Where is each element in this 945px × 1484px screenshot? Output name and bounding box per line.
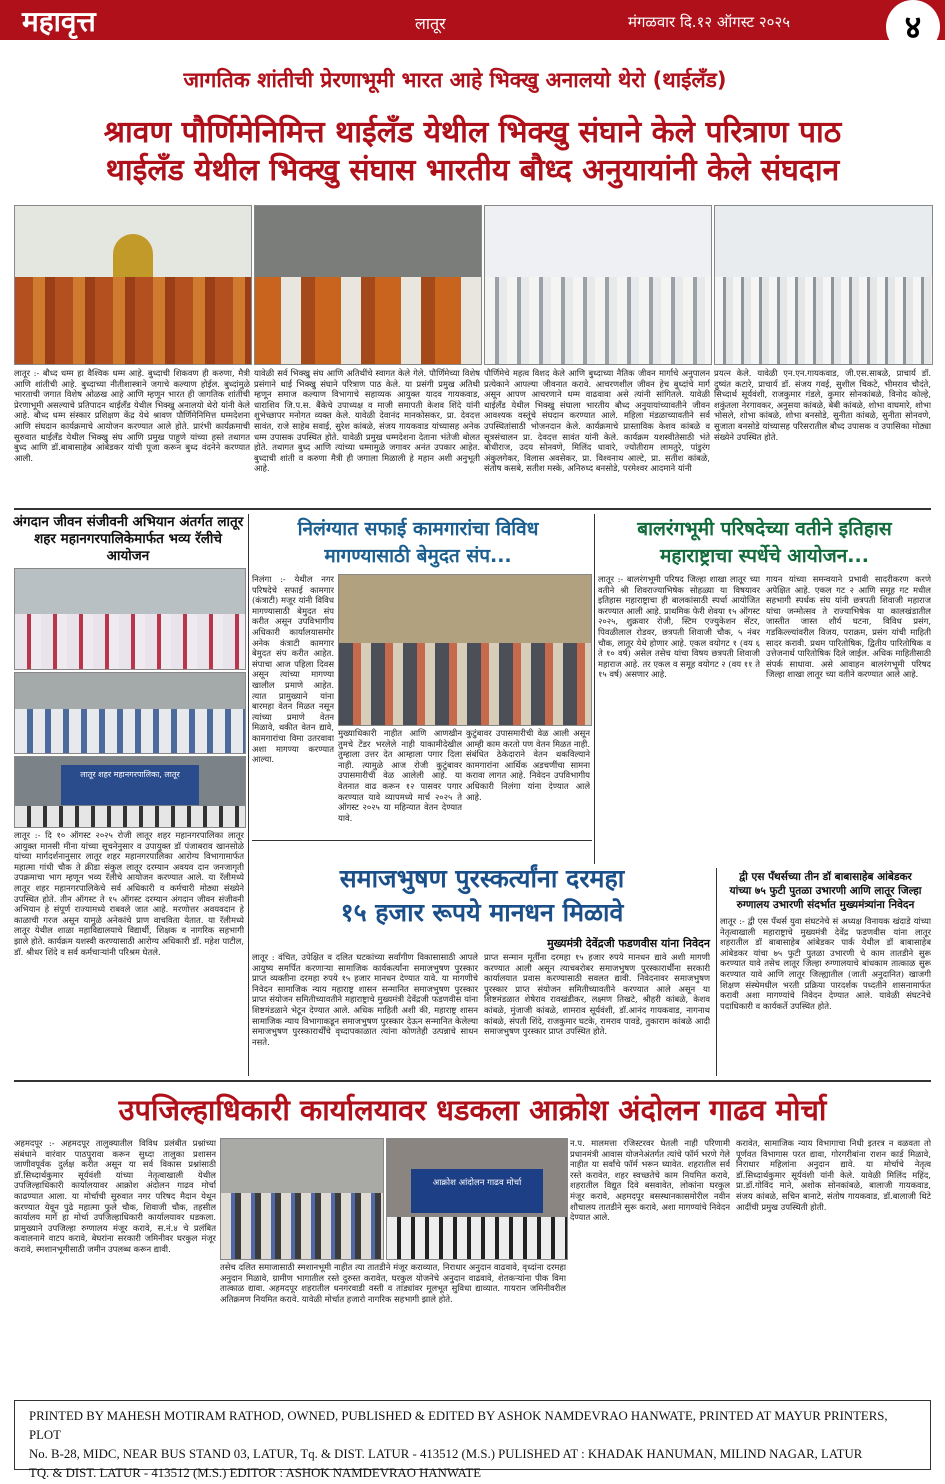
ambedkar-headline-1: द्वी एस पँथर्सच्या तीन डॉ बाबासाहेब आंबेडकर <box>739 871 912 883</box>
samajbhushan-headline-2: १५ हजार रूपये मानधन मिळावे <box>340 898 624 927</box>
edition-date: मंगळवार दि.१२ ऑगस्ट २०२५ <box>628 13 791 31</box>
section-divider <box>252 840 592 841</box>
imprint-line-1: PRINTED BY MAHESH MOTIRAM RATHOD, OWNED, PUBLISHED & EDITED BY ASHOK NAMDEVRAO HANWATE, PRINTED AT MAYUR PRINTERS, PLOT <box>29 1409 888 1442</box>
angdan-body: लातूर :- दि १० ऑगस्ट २०२५ रोजी लातूर शहर महानगरपालिका लातूर आयुक्त मानसी मीना यांच्या सूचनेनुसार व उपायुक्त डॉ पंजाबराव खानसोळे यांच्या मार्गदर्शनानुसार लातूर शहर महानगरपालिका आरोग्य विभागामार्फत महात्मा गांधी चौक ते क्रीडा संकुल लातूर दरम्यान अवयव दान जनजागृती उपक्रमाचा भाग म्हणून भव्य रॅलीचे आयोजन करण्यात आले. या रॅलीमध्ये लातूर शहर महानगरपालिकेचे सर्व अधिकारी व कर्मचारी मोठ्या संख्येने उपस्थित होते. तीन ऑगस्ट ते १५ ऑगस्ट दरम्यान अंगदान जीवन संजीवनी अभियान हे संपूर्ण राज्यामध्ये राबवले जात आहे. मरणोत्तर अवयवदान हे काळाची गरज असून यामुळे अनेकांचे प्राण वाचविता येतात. या रॅलीमध्ये लातूर येथील शाळा महाविद्यालयाचे विद्यार्थी, शिक्षक व नागरिक सहभागी झाले होते. कार्यक्रम यशस्वी करण्यासाठी आरोग्य अधिकारी डॉ. महेश पाटील, डॉ. श्रीधर शिंदे व सर्व कर्मचाऱ्यांनी परिश्रम घेतले. <box>14 830 244 957</box>
morcha-body-col-3: न.प. मालमत्ता रजिस्टरवर घेतली नाही परिणामी प्रधानमंत्री आवास योजनेअंतर्गत त्यांचे फॉर्म भरणे गेले नाहीत या सर्वांचे फॉर्म भरून घ्यावेत. शहरातील सर्व रस्ते करावेत, शहर स्वच्छतेचे काम नियमित करावे, शहरातील विद्युत दिवे बसवावेत, लोकांना घरकुल मंजूर करावे, अहमदपूर बसस्थानकासमोरील नवीन शौचालय तातडीने सुरू करावे, अशा मागण्यांचे निवेदन देण्यात आले. <box>570 1138 730 1223</box>
morcha-body-col-2: तसेच दलित समाजासाठी स्मशानभूमी नाहीत त्या तातडीने मंजूर कराव्यात, निराधार अनुदान वाढवावे, वृध्दांना दरमहा अनुदान मिळावे, ग्रामीण भागातील रस्ते दुरुस्त करावेत, घरकुल योजनेचे अनुदान वाढवावे, शेतकऱ्यांना पीक विमा तात्काळ द्यावा. अहमदपूर शहरातील धनगरवाडी वस्ती व तांड्यांवर मूलभूत सुविधा द्याव्यात. गायरान जमिनीवरील अतिक्रमण नियमित करावे. यावेळी मोर्चात हजारो नागरिक सहभागी झाले होते. <box>220 1262 566 1304</box>
morcha-body-col-1: अहमदपूर :- अहमदपूर तालुक्यातील विविध प्रलंबीत प्रश्नांच्या संबंधाने वारंवार पाठपुरावा करून सुध्दा तालुका प्रशासन जाणीवपूर्वक दुर्लक्ष करीत असून या सर्व विकास प्रश्नांसाठी डॉ.सिध्दार्थकुमार सूर्यवंशी यांच्या नेतृत्वाखाली येथील उपजिल्हाधिकारी कार्यालयावर आक्रोश अंदोलन गाढव मोर्चा काढण्यात आला. या मोर्चाची सुरुवात नगर परिषद मैदान येथून करण्यात येवून पुढे महात्मा फुले चौक, शिवाजी चौक, तहसील कार्यालय मार्गे हा मोर्चा उपजिल्हाधिकारी कार्यालयावर धडकला. प्रामुख्याने उपजिल्हा रुग्णालय मंजूर करावे, स.नं.४ चे प्रलंबित कवालनामे वाटप करावे, बेघरांना सरकारी जमिनीवर घरकुल मंजूर करावे, स्मशानभूमीसाठी जमीन उपलब्ध करून द्यावी. <box>14 1138 216 1254</box>
devotees-crowd-photo <box>714 205 933 365</box>
lead-body-col-2: यावेळी सर्व भिक्खु संघ आणि अतिथींचे स्वागत केले गेले. पौर्णिमेच्या विशेष प्रसंगाने थाई भिक्खु संघाने परित्राण पाठ केले. या प्रसंगी प्रमुख अतिथी म्हणून समाज कल्याण विभागाचे सहाय्यक आयुक्त यादव गायकवाड, धाराशिव जि.प.स. बैंकेचे उपाध्यक्ष व माजी समापती केशव शिंदे यांनी शुभेच्छापर मनोगत व्यक्त केले. यावेळी देवानंद मानकोसकर, प्रा. देवदत्त सावंत, राजे साहेब सवाई, सुरेश कांबळे, संजय गायकवाड यांच्यासह अनेक धम्म उपासक उपस्थित होते. यावेळी प्रमुख धम्मदेशना देताना भंतेजी बोलत होते. तथागत बुध्द आणि त्यांच्या धम्मामुळे जगावर अनंत उपकार आहेत. बुध्दाची शांती व करुणा मैत्री ही जगाला मिळाली हे महान अशी अनुभूती आहे. <box>254 368 480 474</box>
rally-banner: लातूर शहर महानगरपालिका, लातूर <box>61 765 199 805</box>
morcha-banner-photo <box>386 1138 568 1260</box>
nilanga-body-col-1: निलंगा :- येथील नगर परिषदेचे सफाई कामगार (कंत्राटी) मजूर यांनी विविध मागण्यासाठी बेमुदत संप करीत असून उपविभागीय अधिकारी कार्यालयासमोर अनेक कंत्राटी कामगार बेमुदत संप करीत आहेत. संपाचा आज पहिला दिवस असून त्यांच्या मागण्या खालील प्रमाणे आहेत. त्यात प्रामुख्याने यांना बारमहा वेतन मिळत नसून त्यांच्या प्रमाणे वेतन मिळावे, थकीत वेतन द्यावे, कामगारांचा विमा उतरवावा अशा मागण्या करण्यात आल्या. <box>252 574 334 765</box>
paritran-path-photo <box>484 205 712 365</box>
ambedkar-headline-2: यांच्या ७५ फुटी पुतळा उभारणी आणि लातूर जिल्हा <box>729 885 922 897</box>
paper-name: महावृत्त <box>22 5 96 38</box>
masthead <box>0 0 945 40</box>
samajbhushan-headline-1: समाजभुषण पुरस्कर्त्यांना दरमहा <box>339 864 625 893</box>
samajbhushan-body-col-1: लातूर : वंचित, उपेक्षित व दलित घटकांच्या सर्वांगीण विकासासाठी आपले आयुष्य समर्पित करणाऱ्या सामाजिक कार्यकर्त्यांना समाजभुषण पुरस्कार प्राप्त व्यक्तीना दरमहा रुपये १५ हजार मानधन देण्यात यावे. या मागणीचे निवेदन सामाजिक न्याय महाराष्ट्र शासन सन्मानित समाजभुषण पुरस्कार प्राप्त संयोजन समितीच्यावतीने महाराष्ट्राचे मुख्यमंत्री देवेंद्रजी फडणवीस यांना शिष्टमंडळाने भेटून देण्यात आले. अधिक माहिती अशी की, महाराष्ट्र शासन सामाजिक न्याय विभागाकडून समाजभुषण पुरस्कार देऊन सन्मानित केलेल्या समाजभुषण पुरस्कारार्थींचे वृध्दापकाळात त्यांना कोणतेही उत्पन्नाचे साधन नसते. <box>252 952 478 1047</box>
angdan-headline: अंगदान जीवन संजीवनी अभियान अंतर्गत लातूर शहर महानगरपालिकेमार्फत भव्य रॅलीचे आयोजन <box>12 514 244 564</box>
column-rule <box>594 514 595 864</box>
rally-photo-1 <box>14 568 246 670</box>
balrangbhumi-body-col-2: गायन यांच्या समन्वयाने प्रभावी सादरीकरण करणे अपेक्षित आहे. एकल गट २ आणि समूह गट मधील सहभागी स्पर्धक संघ यांनी छत्रपती शिवाजी महाराज यांचा जन्मोत्सव ते राज्याभिषेक या कालखंडातील जास्तीत जास्त शौर्य घटना, विविध प्रसंग, गडकिल्ल्यांवरील विजय, पराक्रम, प्रसंग यांची माहिती सादर करावी. प्रथम पारितोषिक, द्वितीय पारितोषिक व उत्तेजनार्थ पारितोषिक दिले जाईल. अधिक माहितीसाठी संपर्क साधावा. असे आवाहन बालरंगभूमी परिषद जिल्हा शाखा लातूर च्या वतीने करण्यात आले आहे. <box>766 574 931 680</box>
rally-photo-2 <box>14 672 246 754</box>
morcha-body-col-4: करावेत, सामाजिक न्याय विभागाचा निधी इतरत्र न वळवता तो पूर्णवत विभागास परत द्यावा, गोरगरीबांना राशन कार्ड मिळावे, निराधार महिलांना अनुदान द्यावे. या मोर्चाचे नेतृत्व डॉ.सिध्दार्थकुमार सूर्यवंशी यांनी केले. यावेळी मिलिंद महिंद, प्रा.डॉ.गोविंद माने, अशोक सोनकांबळे, बालाजी गायकवाड, संजय कांबळे, सचिन बानाटे, संतोष गायकवाड, डॉ.बालाजी थिटे आदींची प्रमुख उपस्थिती होती. <box>736 1138 931 1212</box>
samajbhushan-body-col-2: प्राप्त सन्मान मूर्तींना दरमहा १५ हजार रुपये मानधन द्यावे अशी मागणी करण्यात आली असून त्याचबरोबर समाजभुषण पुरस्कारार्थींना सरकारी कार्यालयात प्रवास करण्यासाठी सवलत द्यावी. निवेदनावर समाजभुषण पुरस्कार प्राप्त संयोजन समितीच्यावतीने करण्यात आले असून या शिष्टमंडळात शेषेराव रावखंडीकर, लक्ष्मण तिखटे, श्रीहरी कांबळे, केशव कांबळे, मुंजाजी कांबळे, शामराव सूर्यवंशी, डॉ.आनंद गायकवाड, नागनाथ कांबळे, संपती शिंदे, राजकुमार घटके, रामराव पावडे, तुकाराम कांबळे आदी समाजभुषण पुरस्कार प्राप्त उपस्थित होते. <box>484 952 710 1037</box>
lead-body-col-3: पौर्णिमेचे महत्व विशद केले आणि बुध्दाच्या नैतिक जीवन मार्गाचे अनुपालन प्रत्येकाने आपल्या जीवनात करावे. आचरणशील जीवन हेच बुध्दांचे मार्ग असून आपण आचरणाने धम्म वाढवावा असे त्यांनी सांगितले. यावेळी थाईलँड येथील भिक्खु संघाला भारतीय बौध्द अनुयायांच्यावतीने जीवन आवश्यक वस्तूंचे संघदान करण्यात आले. महिला मंडळाच्यावतीने सर्व उपस्थितांसाठी भोजनदान केले. कार्यक्रमाचे प्रास्ताविक केशव कांबळे व सूत्रसंचालन प्रा. देवदत्त सावंत यांनी केले. कार्यक्रम यशस्वीतेसाठी भंते बोधीराज, उदय सोनवणे, मिलिंद धावारे, ज्योतीराम लामतुरे, पांडुरंग अंकुलगेकर, विलास अवसेकर, प्रा. विश्वनाथ आल्टे, प्रा. सतीश कांबळे, संतोष कसबे, सतीश मस्के, अनिरुध्द बनसोडे, परमेश्वर आदमाने यांनी <box>484 368 710 474</box>
strike-photo <box>338 574 592 726</box>
lead-kicker: जागतिक शांतीची प्रेरणाभूमी भारत आहे भिक्खु अनालयो थेरो (थाईलँड) <box>183 68 727 92</box>
morcha-crowd-photo <box>220 1138 384 1260</box>
column-rule <box>248 514 249 1076</box>
lead-body-col-4: प्रयत्न केले. यावेळी एन.एन.गायकवाड, जी.एस.साबळे, प्राचार्य डॉ. दुष्यंत कटारे, प्राचार्य डॉ. संजय गवई, सुशील चिकटे, भीमराव चौदंते, सिध्दार्थ सूर्यवंशी, राजकुमार गंडले, कुमार सोनकांबळे, विनोद कोल्हे, शकुंतला नेरगावकर, अनुसया कांबळे, बेबी कांबळे, शोभा वाघमारे, शोभा भोसले, शोभा कांबळे, शोभा बनसोडे, सुनीता कांबळे, सुनीता सोनवणे, सुजाता बनसोडे यांच्यासह परिसरातील बौध्द उपासक व उपासिका मोठ्या संख्येने उपस्थित होते. <box>714 368 931 442</box>
lead-headline-1: श्रावण पौर्णिमेनिमित्त थाईलँड येथील भिक्खु संघाने केले परित्राण पाठ <box>103 115 842 150</box>
nilanga-body-col-2: मुख्याधिकारी नाहीत आणि आणखीन तुमचे टेंडर भरलेले नाही याकामीदेखील तुम्हाला उत्तर देत आम्हाला पगार दिला नाही. त्यामुळे आज रोजी कुटुंबावर उपासमारीची वेळ आलेली आहे. या वेतनात वाढ करून १२ पासवर पगार करण्यात यावे व्यापमध्ये मार्च २०२५ ते ऑगस्ट २०२५ या महिन्यात वेतन देण्यात यावे. <box>338 728 462 823</box>
morcha-banner: आक्रोश आंदोलन गाढव मोर्चा <box>411 1169 543 1213</box>
imprint-line-3: TQ. & DIST. LATUR - 413512 (M.S.) EDITOR : ASHOK NAMDEVRAO HANWATE <box>29 1466 482 1480</box>
section-divider <box>14 508 931 510</box>
balrangbhumi-headline: बालरंगभूमी परिषदेच्या वतीने इतिहास महाराष्ट्राचा स्पर्धेचे आयोजन... <box>637 518 892 567</box>
edition-city: लातूर <box>415 14 446 33</box>
column-rule <box>716 868 717 1076</box>
rally-banner-photo <box>14 756 246 828</box>
lead-headline-2: थाईलँड येथील भिक्खु संघास भारतीय बौध्द अनुयायांनी केले संघदान <box>105 153 840 188</box>
section-divider <box>14 1080 931 1082</box>
ambedkar-body: लातूर :- द्वी एस पँथर्स युवा संघटनेचे सं अध्यक्ष विनायक खंदाडे यांच्या नेतृत्वाखाली महाराष्ट्राचे मुख्यमंत्री देवेंद्र फडणवीस यांना लातूर शहरातील डॉ बाबासाहेब आंबेडकर पार्क येथील डॉ बाबासाहेब आंबेडकर यांचा ७५ फुटी पुतळा उभारणी चे काम तातडीने सुरू करण्यात यावे तसेच लातूर जिल्हा रुग्णालयाचे बांधकाम तात्काळ सुरू करण्यात यावे आणि लातूर जिल्ह्यातील (जाती अनुदानित) खाजगी शिक्षण संस्थेमधील भरती प्रक्रिया पारदर्शक पध्दतीने शासनामार्फत करावी अशा मागण्यांचे निवेदन देण्यात आले. यावेळी संघटनेचे पदाधिकारी व कार्यकर्ते उपस्थित होते. <box>720 916 931 1011</box>
morcha-headline: उपजिल्हाधिकारी कार्यालयावर धडकला आक्रोश अंदोलन गाढव मोर्चा <box>118 1093 827 1127</box>
samajbhushan-subhead: मुख्यमंत्री देवेंद्रजी फडणवीस यांना निवेदन <box>547 937 710 950</box>
nilanga-headline: निलंग्यात सफाई कामगारांचा विविध मागण्यासाठी बेमुदत संप... <box>297 518 539 567</box>
monks-group-photo <box>14 205 252 365</box>
balrangbhumi-body-col-1: लातूर :- बालरंगभूमी परिषद जिल्हा शाखा लातूर च्या वतीने श्री शिवराज्याभिषेक सोहळ्या या विषयावर इतिहास महाराष्ट्राचा ही बालकांसाठी स्पर्धा आयोजित करण्यात आली आहे. प्राथमिक फेरी शेवया १५ ऑगस्ट २०२५, शुक्रवार रोजी, स्टिम एज्युकेशन सेंटर, पिवळीलाल रोडवर, छत्रपती शिवाजी चौक, ५ नंबर चौक, लातूर येथे होणार आहे. एकल वयोगट १ (वय ६ ते १० वर्ष) असेल तसेच यांचा विषय छत्रपती शिवाजी महाराज आहे. तर एकल व समूह वयोगट २ (वय ११ ते १५ वर्ष) असणार आहे. <box>598 574 760 680</box>
lead-body-col-1: लातूर :- बौध्द धम्म हा वैश्विक धम्म आहे. बुध्दाची शिकवण ही करुणा, मैत्री आणि शांतीची आहे. बुध्दाच्या नीतीशास्त्राने जगाचे कल्याण होईल. बुध्दांमुळे भारताची जगात विशेष ओळख आहे आणि म्हणून भारत ही जागतिक शांतीची प्रेरणाभूमी असल्याचे प्रतिपादन थाईलँड येथील भिक्खु अनालयो थेरो यांनी केले आहे. बौध्द धम्म संस्कार प्रशिक्षण केंद्र येथे श्रावण पौर्णिमेनिमित्त धम्मदेशना आणि संघदान कार्यक्रमाचे आयोजन करण्यात आले होते. प्रारंभी कार्यक्रमाची सुरुवात थाईलँड येथील भिक्खु संघ आणि प्रमुख पाहुणे यांच्या हस्ते तथागत बुध्द आणि डॉ.बाबासाहेब आंबेडकर यांची पूजा करून बुध्द वंदनेने करण्यात आली. <box>14 368 250 463</box>
nilanga-body-col-3: कुटुंबावर उपासमारीची वेळ आली असून आम्ही काम करतो पण वेतन मिळत नाही. संबंधित ठेकेदाराने वेतन थकविल्याने कामगारांना आर्थिक अडचणींचा सामना करावा लागत आहे. निवेदन उपविभागीय अधिकारी निलंगा यांना देण्यात आले आहे. <box>466 728 590 802</box>
imprint-footer <box>14 1400 931 1480</box>
page-number: ४ <box>886 0 940 54</box>
ambedkar-headline-3: रुग्णालय उभारणी संदर्भात मुख्यमंत्र्यांना निवेदन <box>736 899 915 911</box>
sanghdan-photo <box>254 205 482 365</box>
imprint-line-2: No. B-28, MIDC, NEAR BUS STAND 03, LATUR, Tq. & DIST. LATUR - 413512 (M.S.) PULISHED AT : KHADAK HANUMAN, MILIND NAGAR, LATUR <box>29 1447 863 1461</box>
